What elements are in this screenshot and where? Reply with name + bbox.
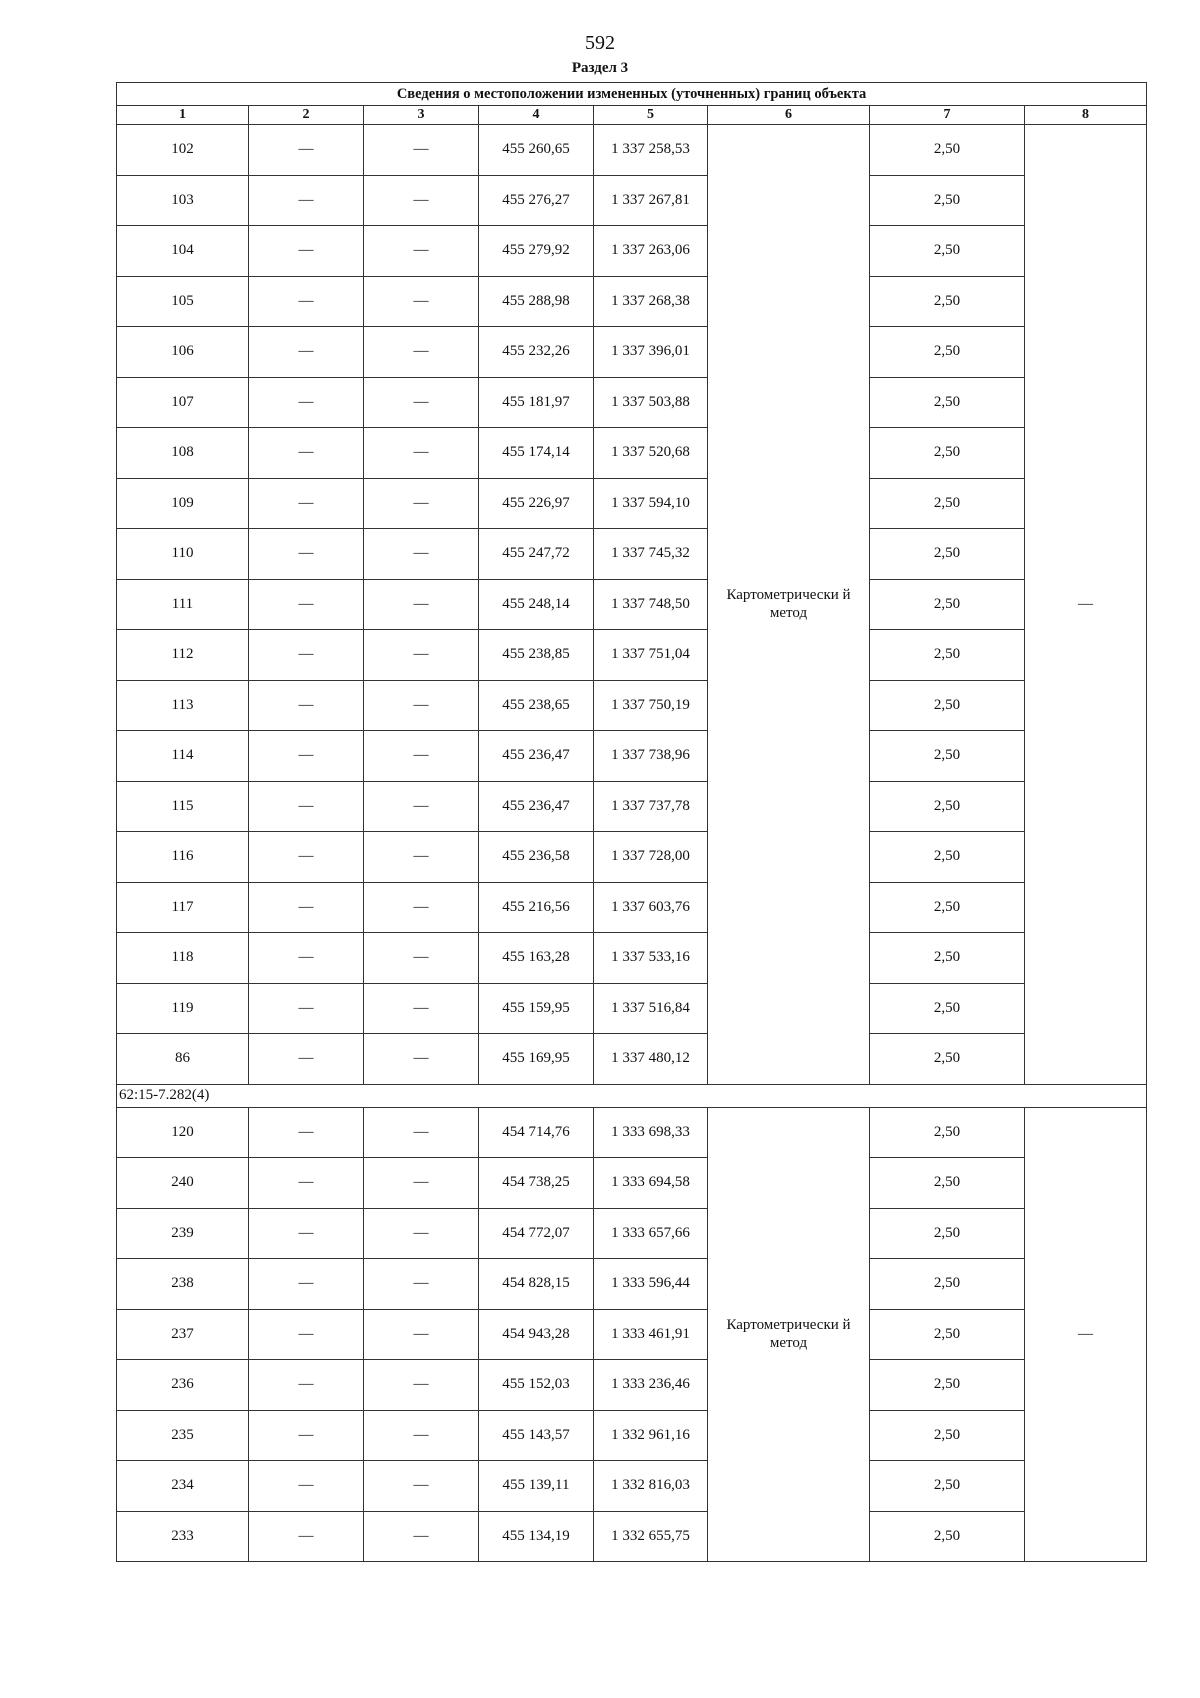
column-number: 6 (708, 106, 870, 125)
table-caption: Сведения о местоположении измененных (уточненных) границ объекта (117, 83, 1147, 106)
point-number-cell: 237 (117, 1309, 249, 1360)
accuracy-cell: 2,50 (870, 1034, 1025, 1085)
x-coordinate-cell: 455 134,19 (479, 1511, 594, 1562)
accuracy-cell: 2,50 (870, 1309, 1025, 1360)
dash-cell: — (364, 579, 479, 630)
dash-cell: — (364, 175, 479, 226)
point-number-cell: 107 (117, 377, 249, 428)
dash-cell: — (249, 630, 364, 681)
dash-cell: — (249, 882, 364, 933)
table-row (117, 1034, 1147, 1085)
accuracy-cell: 2,50 (870, 276, 1025, 327)
x-coordinate-cell: 455 248,14 (479, 579, 594, 630)
y-coordinate-cell: 1 337 751,04 (594, 630, 708, 681)
dash-cell: — (249, 175, 364, 226)
column-number: 8 (1025, 106, 1147, 125)
accuracy-cell: 2,50 (870, 327, 1025, 378)
point-number-cell: 119 (117, 983, 249, 1034)
dash-cell: — (364, 226, 479, 277)
x-coordinate-cell: 455 139,11 (479, 1461, 594, 1512)
accuracy-cell: 2,50 (870, 529, 1025, 580)
x-coordinate-cell: 455 174,14 (479, 428, 594, 479)
dash-cell: — (249, 276, 364, 327)
point-number-cell: 106 (117, 327, 249, 378)
dash-cell: — (249, 1360, 364, 1411)
x-coordinate-cell: 455 238,85 (479, 630, 594, 681)
dash-cell: — (249, 1511, 364, 1562)
table-row (117, 579, 1147, 630)
x-coordinate-cell: 455 143,57 (479, 1410, 594, 1461)
dash-cell: — (364, 983, 479, 1034)
point-number-cell: 240 (117, 1158, 249, 1209)
y-coordinate-cell: 1 333 236,46 (594, 1360, 708, 1411)
point-number-cell: 233 (117, 1511, 249, 1562)
point-number-cell: 236 (117, 1360, 249, 1411)
dash-cell: — (364, 680, 479, 731)
y-coordinate-cell: 1 332 961,16 (594, 1410, 708, 1461)
dash-cell: — (364, 327, 479, 378)
y-coordinate-cell: 1 337 267,81 (594, 175, 708, 226)
column-8-dash-cell: — (1025, 125, 1147, 1085)
table-row (117, 933, 1147, 984)
accuracy-cell: 2,50 (870, 1410, 1025, 1461)
dash-cell: — (364, 377, 479, 428)
table-row (117, 1309, 1147, 1360)
dash-cell: — (364, 1461, 479, 1512)
x-coordinate-cell: 455 238,65 (479, 680, 594, 731)
dash-cell: — (249, 1410, 364, 1461)
column-number: 4 (479, 106, 594, 125)
point-number-cell: 116 (117, 832, 249, 883)
column-number: 5 (594, 106, 708, 125)
y-coordinate-cell: 1 337 594,10 (594, 478, 708, 529)
x-coordinate-cell: 455 276,27 (479, 175, 594, 226)
table-row (117, 731, 1147, 782)
point-number-cell: 86 (117, 1034, 249, 1085)
accuracy-cell: 2,50 (870, 478, 1025, 529)
table-row (117, 125, 1147, 176)
dash-cell: — (249, 579, 364, 630)
accuracy-cell: 2,50 (870, 1461, 1025, 1512)
dash-cell: — (249, 1158, 364, 1209)
table-row (117, 1360, 1147, 1411)
x-coordinate-cell: 454 738,25 (479, 1158, 594, 1209)
dash-cell: — (364, 832, 479, 883)
table-row (117, 1208, 1147, 1259)
dash-cell: — (364, 1158, 479, 1209)
y-coordinate-cell: 1 337 728,00 (594, 832, 708, 883)
dash-cell: — (364, 1360, 479, 1411)
y-coordinate-cell: 1 337 738,96 (594, 731, 708, 782)
dash-cell: — (249, 1034, 364, 1085)
point-number-cell: 117 (117, 882, 249, 933)
x-coordinate-cell: 454 772,07 (479, 1208, 594, 1259)
accuracy-cell: 2,50 (870, 680, 1025, 731)
column-number: 7 (870, 106, 1025, 125)
point-number-cell: 109 (117, 478, 249, 529)
y-coordinate-cell: 1 333 698,33 (594, 1107, 708, 1158)
dash-cell: — (249, 1309, 364, 1360)
point-number-cell: 111 (117, 579, 249, 630)
x-coordinate-cell: 455 152,03 (479, 1360, 594, 1411)
dash-cell: — (249, 731, 364, 782)
y-coordinate-cell: 1 332 816,03 (594, 1461, 708, 1512)
point-number-cell: 113 (117, 680, 249, 731)
dash-cell: — (249, 832, 364, 883)
accuracy-cell: 2,50 (870, 983, 1025, 1034)
table-row (117, 1107, 1147, 1158)
accuracy-cell: 2,50 (870, 125, 1025, 176)
x-coordinate-cell: 455 236,47 (479, 731, 594, 782)
accuracy-cell: 2,50 (870, 1158, 1025, 1209)
dash-cell: — (249, 1259, 364, 1310)
boundary-table (116, 82, 1147, 1562)
point-number-cell: 234 (117, 1461, 249, 1512)
y-coordinate-cell: 1 337 748,50 (594, 579, 708, 630)
x-coordinate-cell: 455 232,26 (479, 327, 594, 378)
dash-cell: — (364, 781, 479, 832)
accuracy-cell: 2,50 (870, 731, 1025, 782)
accuracy-cell: 2,50 (870, 781, 1025, 832)
x-coordinate-cell: 455 247,72 (479, 529, 594, 580)
x-coordinate-cell: 455 169,95 (479, 1034, 594, 1085)
x-coordinate-cell: 455 279,92 (479, 226, 594, 277)
point-number-cell: 104 (117, 226, 249, 277)
y-coordinate-cell: 1 337 480,12 (594, 1034, 708, 1085)
accuracy-cell: 2,50 (870, 933, 1025, 984)
dash-cell: — (364, 529, 479, 580)
dash-cell: — (364, 933, 479, 984)
x-coordinate-cell: 455 163,28 (479, 933, 594, 984)
table-row (117, 428, 1147, 479)
y-coordinate-cell: 1 337 520,68 (594, 428, 708, 479)
table-row (117, 882, 1147, 933)
x-coordinate-cell: 455 226,97 (479, 478, 594, 529)
dash-cell: — (249, 125, 364, 176)
dash-cell: — (249, 680, 364, 731)
point-number-cell: 102 (117, 125, 249, 176)
column-8-dash-cell: — (1025, 1107, 1147, 1562)
x-coordinate-cell: 455 288,98 (479, 276, 594, 327)
dash-cell: — (249, 327, 364, 378)
table-row (117, 1511, 1147, 1562)
accuracy-cell: 2,50 (870, 377, 1025, 428)
accuracy-cell: 2,50 (870, 579, 1025, 630)
x-coordinate-cell: 454 714,76 (479, 1107, 594, 1158)
x-coordinate-cell: 455 216,56 (479, 882, 594, 933)
table-row (117, 832, 1147, 883)
table-row (117, 1259, 1147, 1310)
point-number-cell: 118 (117, 933, 249, 984)
dash-cell: — (364, 882, 479, 933)
accuracy-cell: 2,50 (870, 1208, 1025, 1259)
dash-cell: — (364, 731, 479, 782)
x-coordinate-cell: 455 260,65 (479, 125, 594, 176)
y-coordinate-cell: 1 333 657,66 (594, 1208, 708, 1259)
y-coordinate-cell: 1 332 655,75 (594, 1511, 708, 1562)
dash-cell: — (249, 781, 364, 832)
x-coordinate-cell: 455 236,47 (479, 781, 594, 832)
cadastral-number-label: 62:15-7.282(4) (117, 1084, 1147, 1107)
point-number-cell: 105 (117, 276, 249, 327)
dash-cell: — (249, 226, 364, 277)
table-row (117, 1410, 1147, 1461)
y-coordinate-cell: 1 333 461,91 (594, 1309, 708, 1360)
dash-cell: — (364, 478, 479, 529)
table-row (117, 680, 1147, 731)
table-row (117, 377, 1147, 428)
accuracy-cell: 2,50 (870, 1511, 1025, 1562)
x-coordinate-cell: 454 828,15 (479, 1259, 594, 1310)
table-row (117, 529, 1147, 580)
y-coordinate-cell: 1 337 745,32 (594, 529, 708, 580)
dash-cell: — (249, 529, 364, 580)
dash-cell: — (249, 377, 364, 428)
point-number-cell: 115 (117, 781, 249, 832)
dash-cell: — (364, 1259, 479, 1310)
x-coordinate-cell: 454 943,28 (479, 1309, 594, 1360)
y-coordinate-cell: 1 337 396,01 (594, 327, 708, 378)
table-row (117, 630, 1147, 681)
dash-cell: — (364, 276, 479, 327)
table-row (117, 175, 1147, 226)
y-coordinate-cell: 1 337 737,78 (594, 781, 708, 832)
accuracy-cell: 2,50 (870, 1107, 1025, 1158)
point-number-cell: 112 (117, 630, 249, 681)
table-row (117, 478, 1147, 529)
y-coordinate-cell: 1 337 263,06 (594, 226, 708, 277)
dash-cell: — (249, 478, 364, 529)
accuracy-cell: 2,50 (870, 226, 1025, 277)
section-title: Раздел 3 (571, 60, 629, 76)
table-row (117, 276, 1147, 327)
dash-cell: — (364, 1107, 479, 1158)
dash-cell: — (249, 983, 364, 1034)
dash-cell: — (249, 933, 364, 984)
point-number-cell: 120 (117, 1107, 249, 1158)
accuracy-cell: 2,50 (870, 1360, 1025, 1411)
dash-cell: — (249, 1107, 364, 1158)
method-cell: Картометрически й метод (708, 1107, 870, 1562)
y-coordinate-cell: 1 333 596,44 (594, 1259, 708, 1310)
table-row (117, 1461, 1147, 1512)
page-number: 592 (585, 32, 615, 54)
method-cell: Картометрически й метод (708, 125, 870, 1085)
accuracy-cell: 2,50 (870, 832, 1025, 883)
dash-cell: — (364, 1410, 479, 1461)
y-coordinate-cell: 1 337 268,38 (594, 276, 708, 327)
column-number: 2 (249, 106, 364, 125)
y-coordinate-cell: 1 337 533,16 (594, 933, 708, 984)
point-number-cell: 103 (117, 175, 249, 226)
point-number-cell: 238 (117, 1259, 249, 1310)
point-number-cell: 108 (117, 428, 249, 479)
dash-cell: — (364, 1034, 479, 1085)
table-row (117, 1158, 1147, 1209)
accuracy-cell: 2,50 (870, 175, 1025, 226)
x-coordinate-cell: 455 181,97 (479, 377, 594, 428)
point-number-cell: 239 (117, 1208, 249, 1259)
table-row (117, 781, 1147, 832)
dash-cell: — (364, 428, 479, 479)
table-row (117, 327, 1147, 378)
accuracy-cell: 2,50 (870, 882, 1025, 933)
y-coordinate-cell: 1 333 694,58 (594, 1158, 708, 1209)
column-number: 1 (117, 106, 249, 125)
dash-cell: — (249, 1208, 364, 1259)
point-number-cell: 114 (117, 731, 249, 782)
point-number-cell: 110 (117, 529, 249, 580)
dash-cell: — (364, 125, 479, 176)
dash-cell: — (364, 1208, 479, 1259)
y-coordinate-cell: 1 337 516,84 (594, 983, 708, 1034)
dash-cell: — (249, 428, 364, 479)
accuracy-cell: 2,50 (870, 428, 1025, 479)
y-coordinate-cell: 1 337 750,19 (594, 680, 708, 731)
x-coordinate-cell: 455 236,58 (479, 832, 594, 883)
accuracy-cell: 2,50 (870, 630, 1025, 681)
dash-cell: — (249, 1461, 364, 1512)
column-number: 3 (364, 106, 479, 125)
y-coordinate-cell: 1 337 258,53 (594, 125, 708, 176)
dash-cell: — (364, 630, 479, 681)
table-row (117, 983, 1147, 1034)
y-coordinate-cell: 1 337 503,88 (594, 377, 708, 428)
accuracy-cell: 2,50 (870, 1259, 1025, 1310)
group-header-row (117, 1084, 1147, 1107)
point-number-cell: 235 (117, 1410, 249, 1461)
x-coordinate-cell: 455 159,95 (479, 983, 594, 1034)
dash-cell: — (364, 1309, 479, 1360)
dash-cell: — (364, 1511, 479, 1562)
y-coordinate-cell: 1 337 603,76 (594, 882, 708, 933)
table-row (117, 226, 1147, 277)
